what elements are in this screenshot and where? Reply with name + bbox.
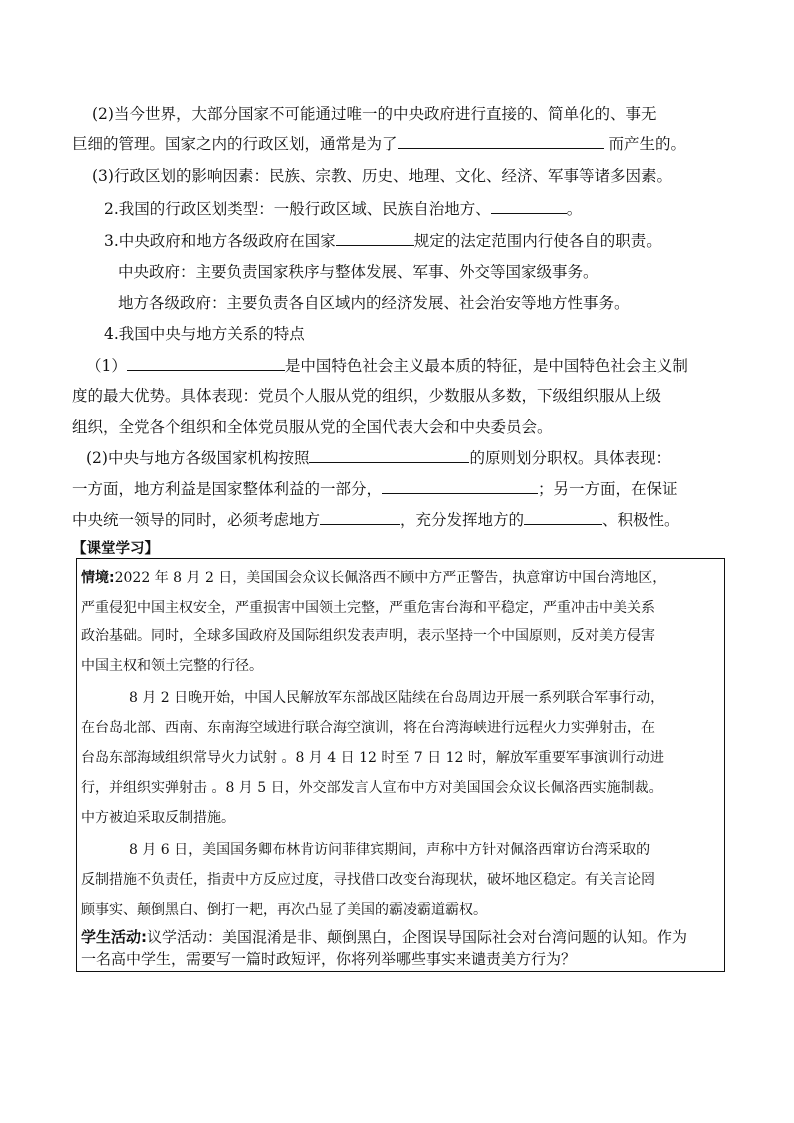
section-title: 【课堂学习】 [72, 541, 159, 557]
para3-line3: 顾事实、颠倒黑白、倒打一耙，再次凸显了美国的霸凌霸道霸权。 [81, 902, 487, 918]
outline-s2-line2: 一方面，地方利益是国家整体利益的一部分， ；另一方面，在保证 [72, 480, 678, 498]
outline-s1-line2: 度的最大优势。具体表现：党员个人服从党的组织，少数服从多数，下级组织服从上级 [72, 387, 662, 405]
para2-line3: 台岛东部海域组织常导火力试射 。8 月 4 日 12 时至 7 日 12 时，解放军重要军事演训行动进 [81, 750, 664, 766]
situation-label: 情境: [81, 570, 115, 586]
blank-law[interactable] [336, 230, 414, 246]
blank-initiative[interactable] [524, 509, 602, 525]
para2-line4: 行，并组织实弹射击 。8 月 5 日，外交部发言人宣布中方对美国国会众议长佩洛西实施制裁。 [81, 780, 663, 796]
para3-line1: 8 月 6 日，美国国务卿布林肯访问菲律宾期间，声称中方针对佩洛西窜访台湾采取的 [129, 842, 651, 858]
blank-party-leadership[interactable] [127, 355, 285, 371]
para2-line1: 8 月 2 日晚开始，中国人民解放军东部战区陆续在台岛周边开展一系列联合军事行动， [129, 690, 665, 706]
situation-line1: 情境:2022 年 8 月 2 日，美国国会众议长佩洛西不顾中方严正警告，执意窜访中国台湾地区， [81, 570, 667, 586]
outline-item3: 3.中央政府和地方各级政府在国家 规定的法定范围内行使各自的职责。 [104, 232, 662, 250]
situation-line3: 政治基础。同时，全球多国政府及国际组织发表声明，表示坚持一个中国原则，反对美方侵害 [81, 628, 655, 644]
outline-item2: 2.我国的行政区划类型：一般行政区域、民族自治地方、 。 [104, 200, 583, 218]
blank-local-consider[interactable] [320, 509, 400, 525]
activity-line1: 学生活动:议学活动：美国混淆是非、颠倒黑白，企图误导国际社会对台湾问题的认知。作为 [81, 928, 688, 946]
blank-region-type[interactable] [491, 198, 567, 214]
outline-s1-line1: （1） 是中国特色社会主义最本质的特征，是中国特色社会主义制 [86, 357, 688, 375]
para2-line2: 在台岛北部、西南、东南海空域进行联合海空演训，将在台湾海峡进行远程火力实弹射击，在 [81, 720, 655, 736]
blank-local-interest[interactable] [382, 478, 538, 494]
outline-item4: 4.我国中央与地方关系的特点 [104, 325, 305, 343]
situation-line4: 中国主权和领土完整的行径。 [81, 658, 263, 674]
para3-line2: 反制措施不负责任，指责中方反应过度，寻找借口改变台海现状，破坏地区稳定。有关言论罔 [81, 872, 655, 888]
outline-s1-line3: 组织，全党各个组织和全体党员服从党的全国代表大会和中央委员会。 [72, 418, 553, 436]
blank-principle[interactable] [309, 447, 469, 463]
para2-line5: 中方被迫采取反制措施。 [81, 810, 235, 826]
outline-s2-line1: (2)中央与地方各级国家机构按照 的原则划分职权。具体表现： [86, 449, 671, 467]
outline-s2-line3: 中央统一领导的同时，必须考虑地方 ，充分发挥地方的 、积极性。 [72, 511, 680, 529]
activity-line2: 一名高中学生，需要写一篇时政短评，你将列举哪些事实来谴责美方行为？ [81, 950, 577, 968]
local-gov-duty: 地方各级政府：主要负责各自区域内的经济发展、社会治安等地方性事务。 [118, 294, 630, 312]
central-gov-duty: 中央政府：主要负责国家秩序与整体发展、军事、外交等国家级事务。 [118, 263, 599, 281]
blank-purpose[interactable] [398, 133, 604, 149]
outline-p2-line2: 巨细的管理。国家之内的行政区划，通常是为了 而产生的。 [72, 135, 686, 153]
activity-label: 学生活动: [81, 928, 147, 946]
outline-p3: (3)行政区划的影响因素：民族、宗教、历史、地理、文化、经济、军事等诸多因素。 [92, 167, 672, 185]
classroom-box [76, 558, 725, 972]
situation-line2: 严重侵犯中国主权安全，严重损害中国领土完整，严重危害台海和平稳定，严重冲击中美关系 [81, 600, 655, 616]
outline-p2-line1: (2)当今世界，大部分国家不可能通过唯一的中央政府进行直接的、简单化的、事无 [92, 105, 657, 123]
